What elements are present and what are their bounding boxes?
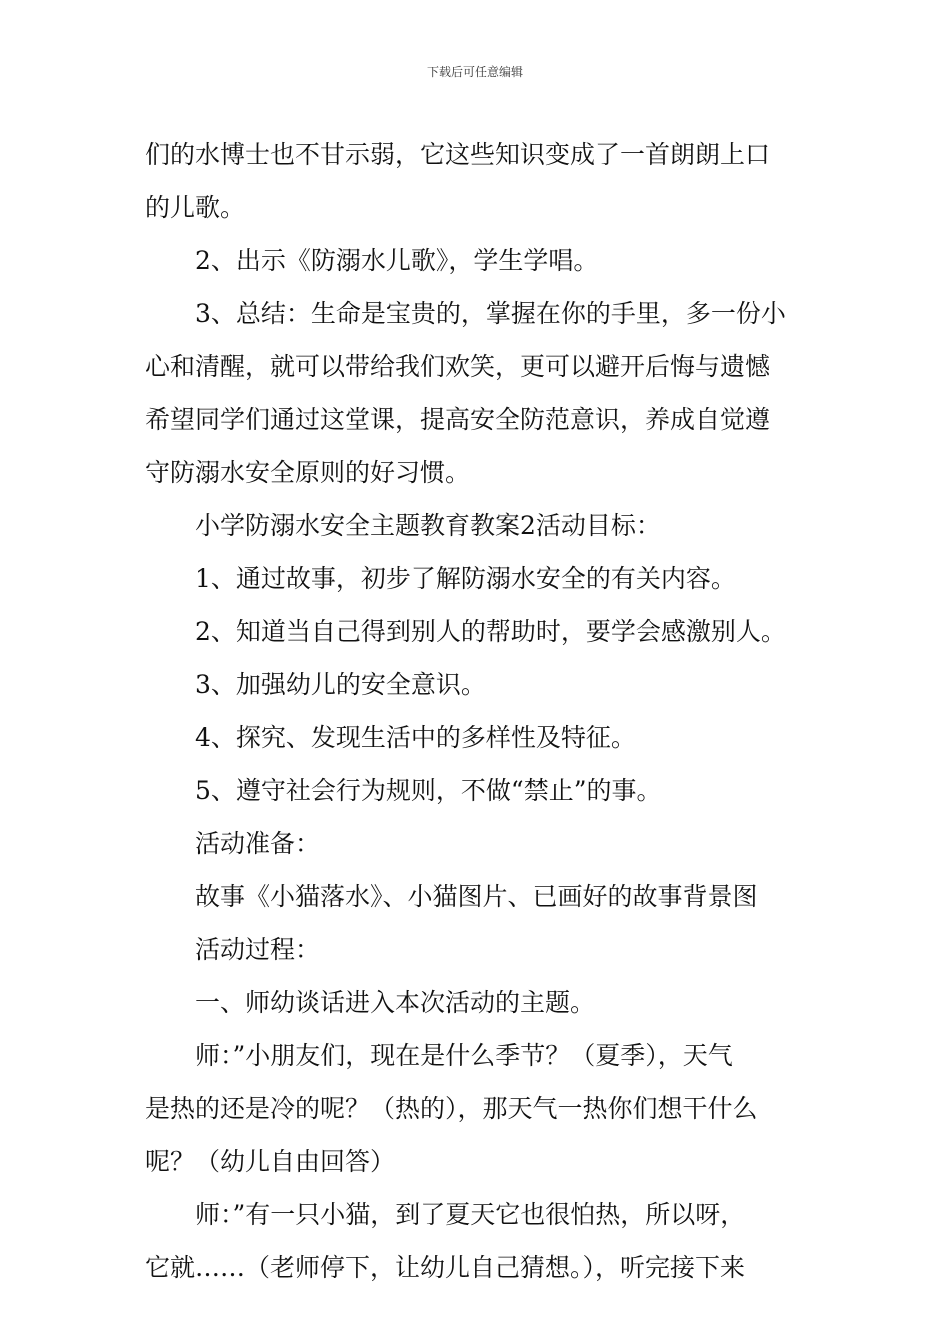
page-header: 下载后可任意编辑 (426, 65, 523, 79)
text-line: 3、总结：生命是宝贵的，掌握在你的手里，多一份小 (195, 299, 786, 328)
text-line: 的儿歌。 (145, 193, 246, 222)
text-line: 师：”有一只小猫，到了夏天它也很怕热，所以呀， (195, 1200, 746, 1229)
section-heading: 小学防溺水安全主题教育教案2活动目标： (195, 511, 661, 540)
text-line: 5、遵守社会行为规则，不做“禁止”的事。 (195, 776, 662, 805)
text-line: 它就……（老师停下，让幼儿自己猜想。），听完接下来 (145, 1253, 746, 1282)
text-line: 4、探究、发现生活中的多样性及特征。 (195, 723, 636, 752)
text-line: 师：”小朋友们，现在是什么季节？（夏季），天气 (195, 1041, 733, 1070)
section-heading: 活动过程： (195, 935, 321, 964)
text-line: 是热的还是冷的呢？（热的），那天气一热你们想干什么 (145, 1094, 758, 1123)
text-line: 们的水博士也不甘示弱，它这些知识变成了一首朗朗上口 (145, 140, 771, 169)
document-body (145, 128, 810, 1294)
text-line: 2、出示《防溺水儿歌》，学生学唱。 (195, 246, 599, 275)
text-line: 呢？（幼儿自由回答） (145, 1147, 396, 1176)
text-line: 3、加强幼儿的安全意识。 (195, 670, 486, 699)
text-line: 心和清醒，就可以带给我们欢笑，更可以避开后悔与遗憾 (145, 352, 771, 381)
text-line: 一、师幼谈话进入本次活动的主题。 (195, 988, 596, 1017)
text-line: 2、知道当自己得到别人的帮助时，要学会感激别人。 (195, 617, 786, 646)
text-line: 1、通过故事，初步了解防溺水安全的有关内容。 (195, 564, 736, 593)
text-line: 故事《小猫落水》、小猫图片、已画好的故事背景图 (195, 882, 758, 911)
text-line: 守防溺水安全原则的好习惯。 (145, 458, 471, 487)
section-heading: 活动准备： (195, 829, 321, 858)
text-line: 希望同学们通过这堂课，提高安全防范意识，养成自觉遵 (145, 405, 771, 434)
